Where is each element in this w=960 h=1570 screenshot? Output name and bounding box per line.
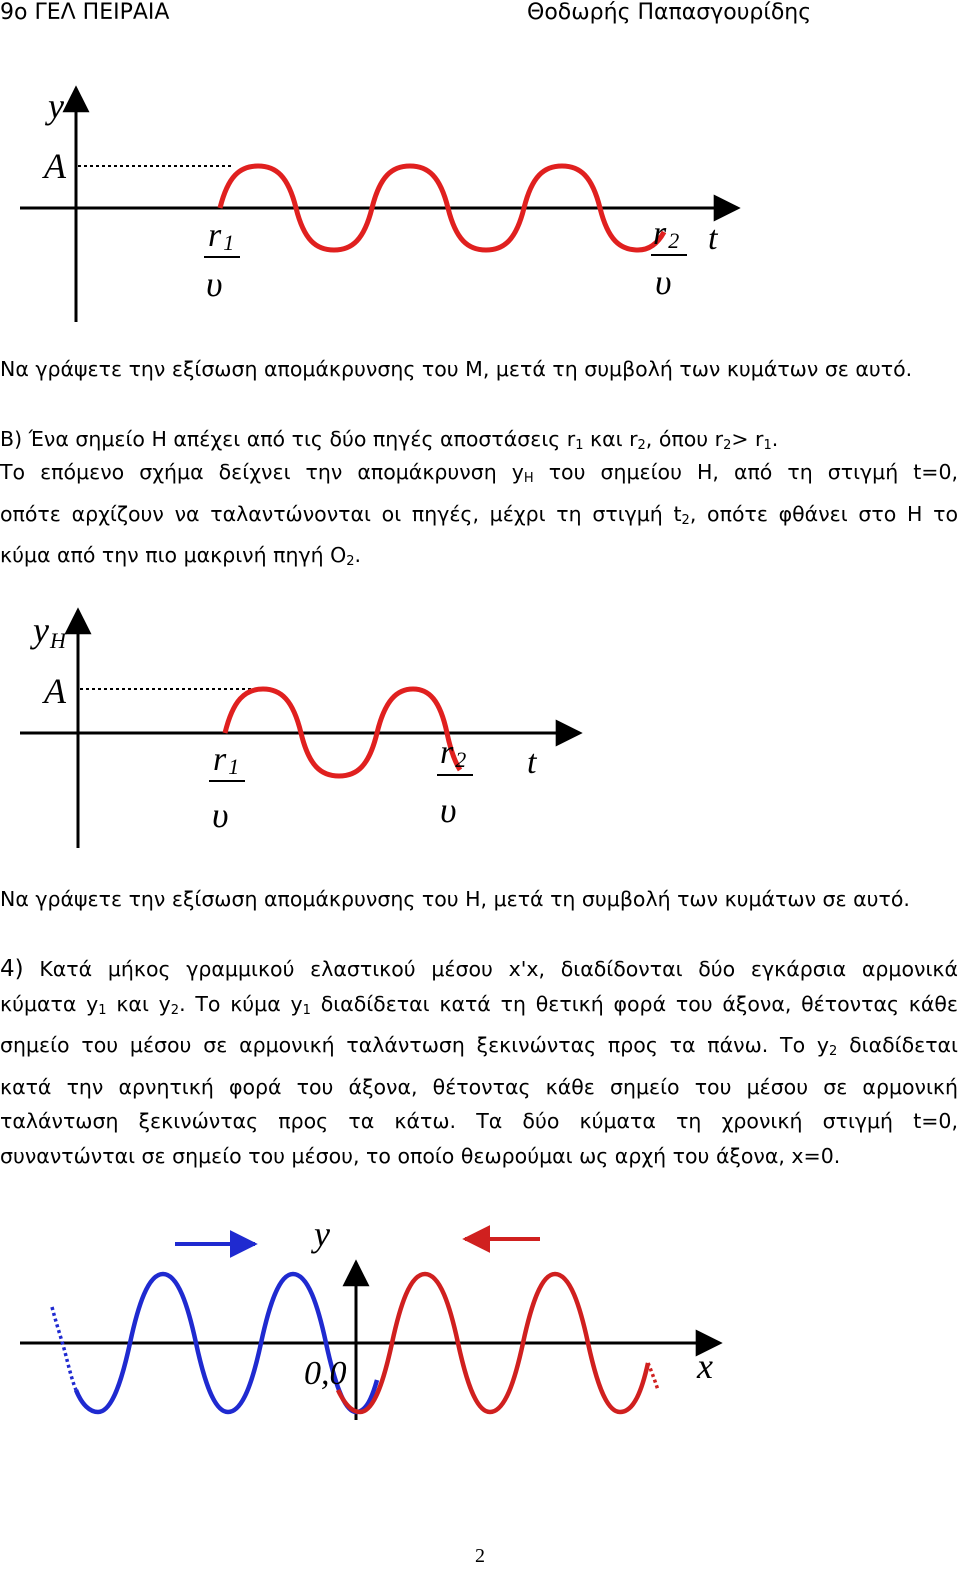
fig2-v2: υ	[440, 790, 457, 830]
figure-3-two-waves	[0, 1200, 960, 1460]
fig2-t-label: t	[527, 744, 537, 781]
fig3-wave2-dotted	[648, 1363, 658, 1390]
fig1-t-label: t	[708, 220, 718, 257]
fig3-wave1-dotted	[52, 1307, 76, 1390]
figure-2-wave-diagram	[0, 600, 960, 870]
question-h: Να γράψετε την εξίσωση απομάκρυνσης του Η, μετά τη συμβολή των κυμάτων σε αυτό.	[0, 887, 910, 911]
fig2-amplitude-label: A	[44, 671, 66, 711]
fig1-v1: υ	[206, 264, 223, 304]
fig1-r2: r2	[653, 215, 680, 253]
header-school: 9ο ΓΕΛ ΠΕΙΡΑΙΑ	[0, 0, 170, 25]
fig1-amplitude-label: A	[44, 146, 66, 186]
fig1-v2: υ	[655, 262, 672, 302]
fig1-y-label: y	[48, 86, 64, 126]
fig3-x-label: x	[697, 1346, 713, 1386]
fig1-r1: r1	[208, 217, 235, 255]
figure-1-wave-diagram	[0, 60, 960, 400]
page-number: 2	[475, 1545, 485, 1567]
fig3-origin-label: 0,0	[304, 1355, 347, 1392]
part-b-intro: Β) Ένα σημείο Η απέχει από τις δύο πηγές αποστάσεις $r_1$ και $r_2$, όπου $r_2> r_1$.	[0, 427, 779, 453]
header-author: Θοδωρής Παπασγουρίδης	[527, 0, 812, 25]
question-m: Να γράψετε την εξίσωση απομάκρυνσης του Μ, μετά τη συμβολή των κυμάτων σε αυτό.	[0, 357, 913, 381]
fig2-r2: r2	[440, 734, 467, 772]
part-b-description: Το επόμενο σχήμα δείχνει την απομάκρυνση $y_H$ του σημείου Η, από τη στιγμή t=0, οπότε αρχίζουν να ταλαντώνονται οι πηγές, μέχρι τη στιγμή $t_2$, οπότε φθάνει στο Η το κύμα από την πιο μακρινή πηγή $O_2$.	[0, 460, 959, 569]
fig2-r1: r1	[213, 741, 240, 779]
fig3-y-label: y	[314, 1214, 330, 1254]
fig2-y-label: yH	[33, 610, 66, 653]
problem-4-text: 4) Κατά μήκος γραμμικού ελαστικού μέσου x'x, διαδίδονται δύο εγκάρσια αρμονικά κύματα $y_1$ και $y_2$. Το κύμα $y_1$ διαδίδεται κατά τη θετική φορά του άξονα, θέτοντας κάθε σημείο του μέσου σε αρμονική ταλάντωση ξεκινώντας προς τα πάνω. Το $y_2$ διαδίδεται κατά την αρνητική φορά του άξονα, θέτοντας κάθε σημείο του μέσου σε αρμονική ταλάντωση ξεκινώντας προς τα κάτω. Τα δύο κύματα τη χρονική στιγμή t=0, συναντώνται σε σημείο του μέσου, το οποίο θεωρούμαι ως αρχή του άξονα, x=0.	[0, 956, 958, 1168]
fig2-v1: υ	[212, 795, 229, 835]
